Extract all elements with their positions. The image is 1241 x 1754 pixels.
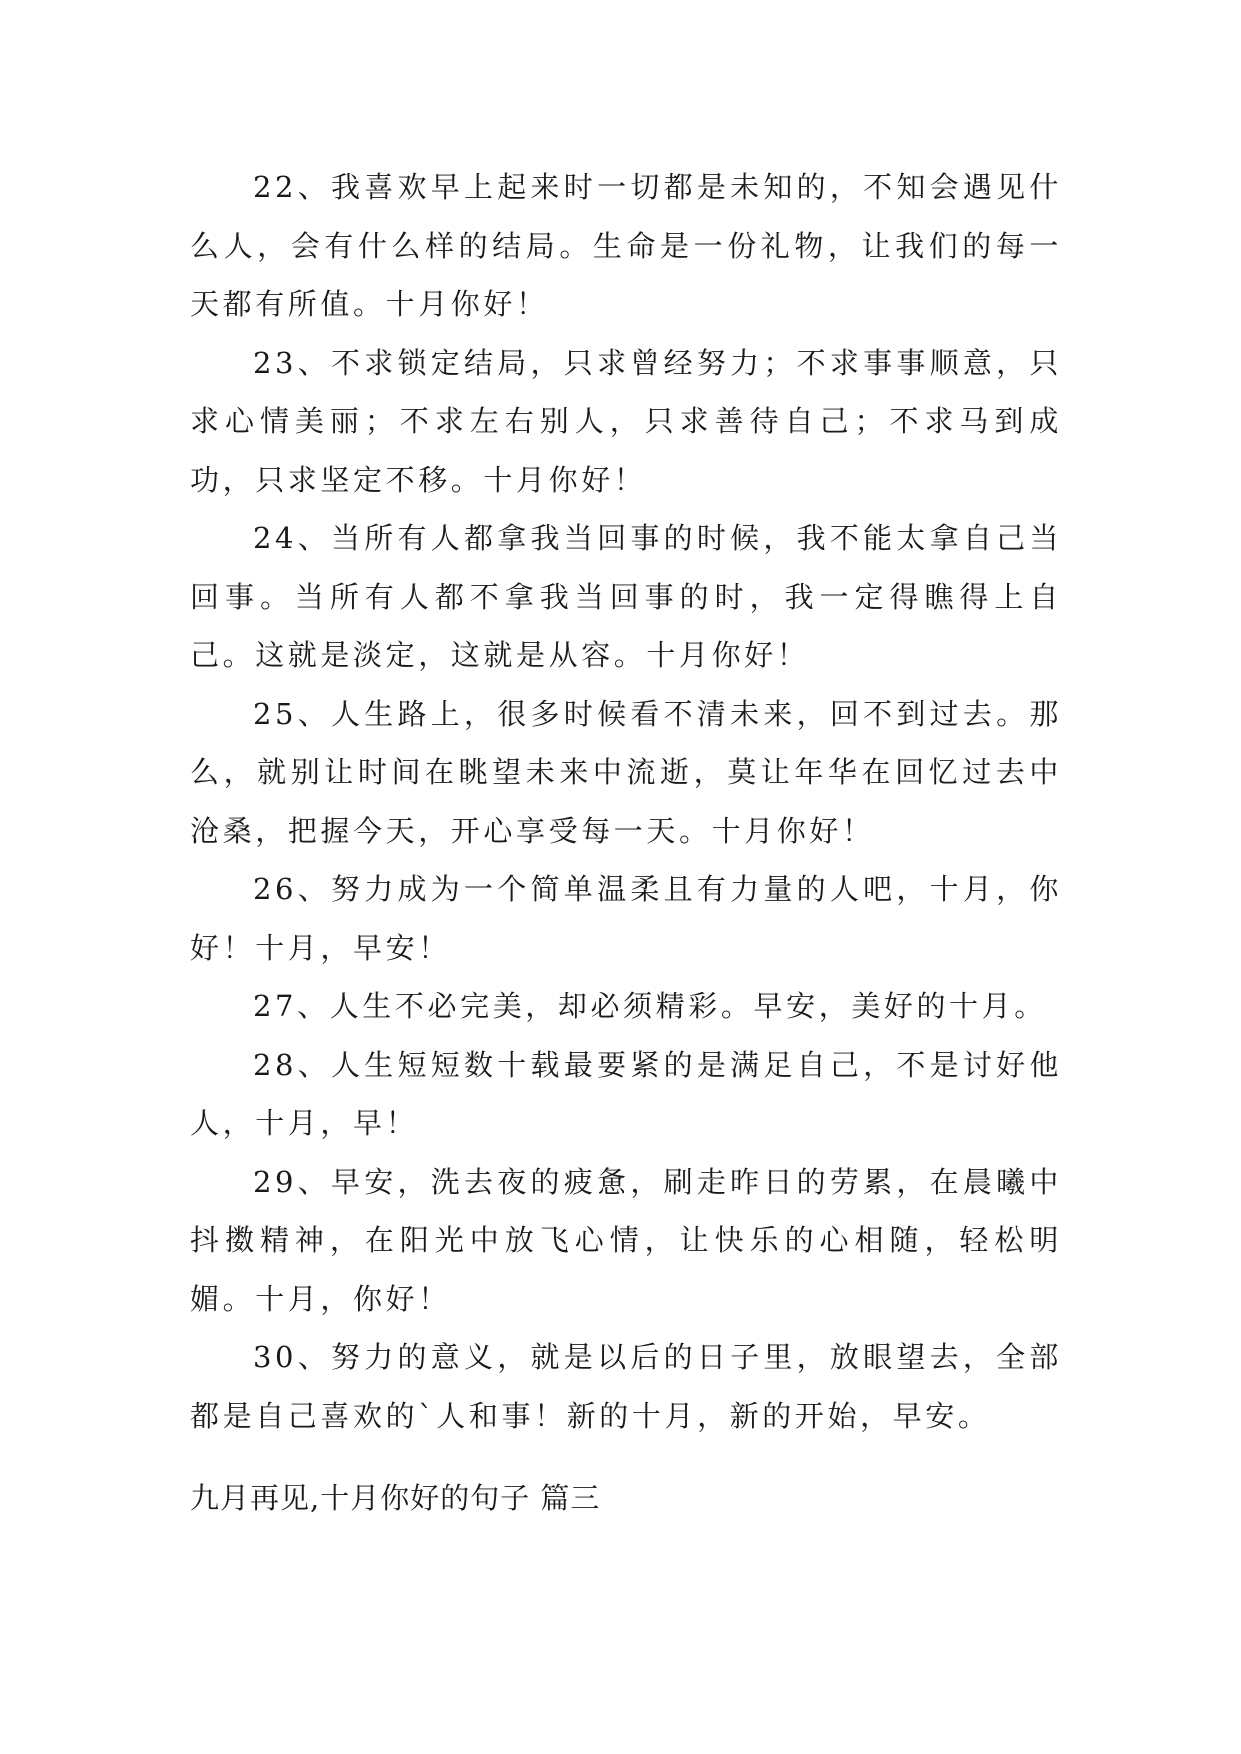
paragraph-29: 29、早安，洗去夜的疲惫，刷走昨日的劳累，在晨曦中抖擞精神，在阳光中放飞心情，让快乐的心相随，轻松明媚。十月，你好！ <box>190 1164 1062 1316</box>
paragraph-25: 25、人生路上，很多时候看不清未来，回不到过去。那么，就别让时间在眺望未来中流逝，莫让年华在回忆过去中沧桑，把握今天，开心享受每一天。十月你好！ <box>190 696 1062 848</box>
paragraph-30: 30、努力的意义，就是以后的日子里，放眼望去，全部都是自己喜欢的`人和事！新的十月，新的开始，早安。 <box>190 1340 1062 1433</box>
paragraph-27: 27、人生不必完美，却必须精彩。早安，美好的十月。 <box>253 989 1047 1023</box>
paragraph-23: 23、不求锁定结局，只求曾经努力；不求事事顺意，只求心情美丽；不求左右别人，只求善待自己；不求马到成功，只求坚定不移。十月你好！ <box>190 345 1062 497</box>
paragraph-24: 24、当所有人都拿我当回事的时候，我不能太拿自己当回事。当所有人都不拿我当回事的时，我一定得瞧得上自己。这就是淡定，这就是从容。十月你好！ <box>190 521 1062 672</box>
body-text <box>190 158 1062 1445</box>
paragraph-26: 26、努力成为一个简单温柔且有力量的人吧，十月，你好！十月，早安！ <box>190 872 1062 965</box>
paragraph-28: 28、人生短短数十载最要紧的是满足自己，不是讨好他人，十月，早！ <box>190 1047 1062 1140</box>
section-heading: 九月再见,十月你好的句子 篇三 <box>190 1481 601 1515</box>
paragraph-22: 22、我喜欢早上起来时一切都是未知的，不知会遇见什么人，会有什么样的结局。生命是一份礼物，让我们的每一天都有所值。十月你好！ <box>190 170 1062 321</box>
